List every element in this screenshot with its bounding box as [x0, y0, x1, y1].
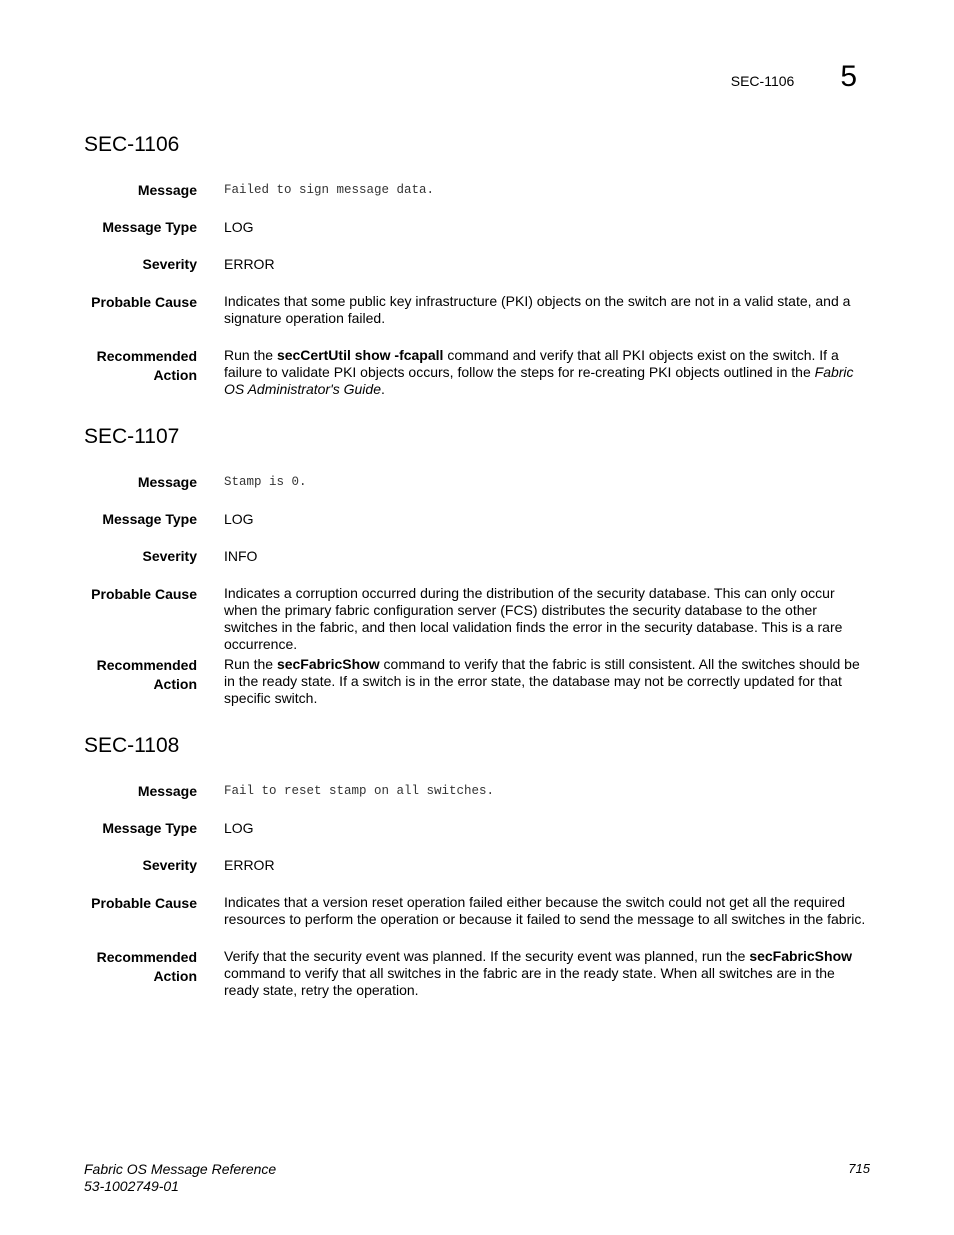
severity-label: Severity	[142, 256, 197, 272]
severity-label: Severity	[142, 548, 197, 564]
recommended-action-row	[84, 948, 874, 998]
severity-row	[84, 856, 874, 875]
command-name: secFabricShow	[276, 656, 380, 672]
probable-cause-label: Probable Cause	[91, 586, 197, 602]
message-type-row	[84, 819, 874, 838]
running-header	[731, 60, 857, 94]
command-name: secFabricShow	[749, 948, 853, 964]
entry-title: SEC-1107	[84, 425, 180, 448]
entry-title: SEC-1108	[84, 734, 180, 757]
header-message-code: SEC-1106	[730, 73, 795, 89]
message-row	[84, 181, 874, 200]
recommended-action-label: Recommended Action	[96, 949, 197, 984]
entry-title: SEC-1106	[84, 133, 180, 156]
message-row	[84, 473, 874, 492]
recommended-action-row	[84, 656, 874, 706]
probable-cause-text: Indicates that a version reset operation failed either because the switch could not get all the required resources to perform the operation or because it failed to send the message to all switches in the fabric.	[224, 894, 866, 927]
message-label: Message	[137, 182, 197, 198]
probable-cause-label: Probable Cause	[91, 895, 197, 911]
message-type-value: LOG	[224, 219, 254, 235]
message-label: Message	[137, 783, 197, 799]
severity-row	[84, 547, 874, 566]
message-type-row	[84, 510, 874, 529]
probable-cause-text: Indicates that some public key infrastructure (PKI) objects on the switch are not in a valid state, and a signature operation failed.	[224, 293, 851, 326]
message-type-value: LOG	[224, 511, 254, 527]
page-number: 715	[848, 1161, 870, 1176]
probable-cause-text: Indicates a corruption occurred during the distribution of the security database. This can only occur when the primary fabric configuration server (FCS) distributes the security database to the other switches in the fabric, and then local validation finds the error in the security database. This is a rare occurrence.	[224, 585, 843, 652]
recommended-action-label: Recommended Action	[96, 348, 197, 383]
message-text: Fail to reset stamp on all switches.	[224, 784, 495, 798]
probable-cause-row	[84, 894, 874, 927]
severity-row	[84, 255, 874, 274]
chapter-number: 5	[840, 60, 857, 93]
message-text: Failed to sign message data.	[224, 183, 435, 197]
footer-doc-number: 53-1002749-01	[84, 1178, 179, 1194]
command-name: secCertUtil show -fcapall	[276, 347, 444, 363]
severity-value: ERROR	[224, 256, 275, 272]
severity-value: INFO	[224, 548, 258, 564]
message-type-label: Message Type	[102, 511, 197, 527]
message-label: Message	[137, 474, 197, 490]
recommended-action-text: Run the secCertUtil show -fcapall command and verify that all PKI objects exist on the switch. If a failure to validate PKI objects occurs, follow the steps for re-creating PKI objects outlined in the Fabric OS Administrator's Guide.	[224, 347, 854, 397]
footer-doc-info	[84, 1161, 276, 1195]
recommended-action-text: Verify that the security event was planned. If the security event was planned, run the secFabricShow command to verify that all switches in the fabric are in the ready state. When all switches are in the ready state, retry the operation.	[224, 948, 853, 998]
guide-title: Fabric OS Administrator's Guide	[224, 364, 854, 397]
recommended-action-row	[84, 347, 874, 397]
recommended-action-text: Run the secFabricShow command to verify that the fabric is still consistent. All the switches should be in the ready state. If a switch is in the error state, the database may not be correctly updated for that specific switch.	[224, 656, 860, 706]
message-type-row	[84, 218, 874, 237]
message-text: Stamp is 0.	[224, 475, 307, 489]
recommended-action-label: Recommended Action	[96, 657, 197, 692]
message-type-value: LOG	[224, 820, 254, 836]
message-row	[84, 782, 874, 801]
severity-label: Severity	[142, 857, 197, 873]
severity-value: ERROR	[224, 857, 275, 873]
footer-doc-title: Fabric OS Message Reference	[84, 1161, 277, 1177]
message-type-label: Message Type	[102, 820, 197, 836]
message-type-label: Message Type	[102, 219, 197, 235]
probable-cause-row	[84, 585, 874, 652]
probable-cause-row	[84, 293, 874, 326]
probable-cause-label: Probable Cause	[91, 294, 197, 310]
